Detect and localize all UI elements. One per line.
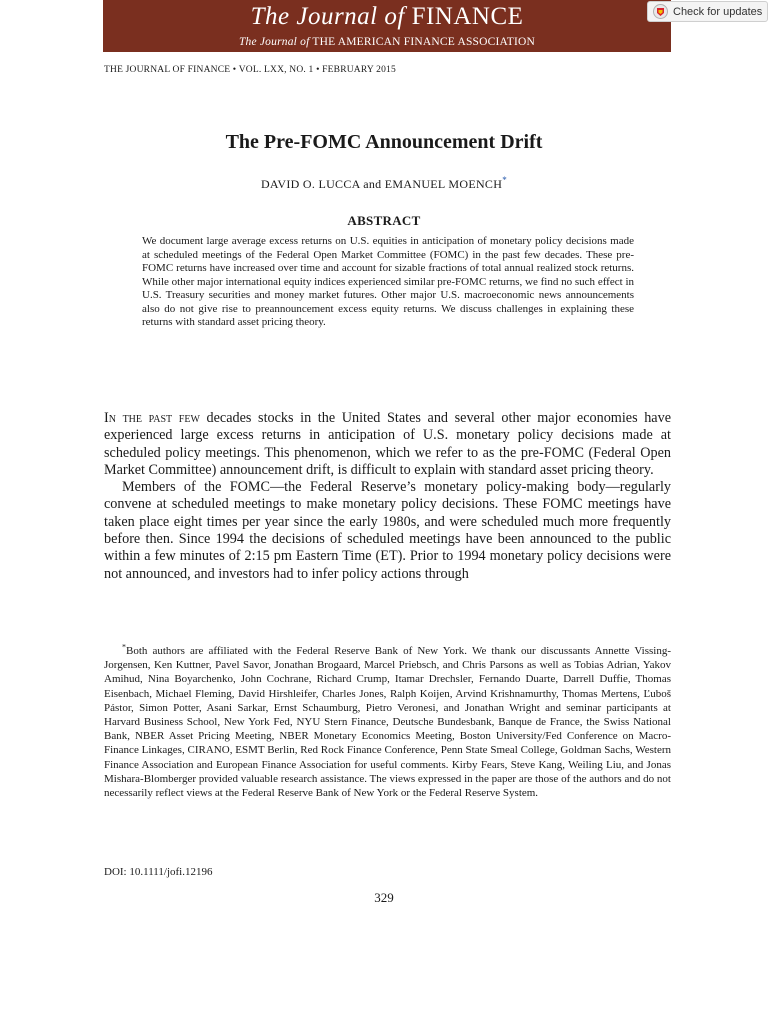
journal-title-main: FINANCE bbox=[411, 3, 524, 30]
body-paragraph-2: Members of the FOMC—the Federal Reserve’s monetary policy-making body—regularly convene at scheduled meetings to make monetary policy decisions. These FOMC meetings have taken place eight times per year since the early 1980s, and were scheduled much more frequently before then. Since 1994 the decisions of scheduled meetings have been announced to the public within a few minutes of 2:15 pm Eastern Time (ET). Prior to 1994 monetary policy decisions were not announced, and investors had to infer policy actions through bbox=[104, 479, 671, 582]
check-for-updates-label: Check for updates bbox=[673, 5, 763, 18]
doi: DOI: 10.1111/jofi.12196 bbox=[104, 866, 213, 878]
journal-title-prefix: The Journal of bbox=[250, 3, 405, 30]
author-footnote bbox=[104, 644, 671, 800]
article-body bbox=[104, 410, 671, 583]
footnote-symbol: * bbox=[122, 642, 126, 652]
crossmark-icon bbox=[653, 4, 668, 19]
abstract-heading: ABSTRACT bbox=[347, 213, 421, 228]
journal-subtitle-prefix: The Journal of bbox=[238, 36, 310, 48]
page-number: 329 bbox=[374, 890, 394, 905]
author-names: DAVID O. LUCCA and EMANUEL MOENCH bbox=[260, 177, 503, 191]
abstract-text: We document large average excess returns on U.S. equities in anticipation of monetary policy decisions made at scheduled meetings of the Federal Open Market Committee (FOMC) in the past few decades. These pre-FOMC returns have increased over time and account for sizable fractions of total annual realized stock returns. While other major international equity indices experienced similar pre-FOMC returns, we find no such effect in U.S. Treasury securities and money market futures. Other major U.S. macroeconomic news announcements also do not give rise to preannouncement excess equity returns. We discuss challenges in explaining these returns with standard asset pricing theory. bbox=[142, 235, 634, 328]
footnote-text: Both authors are affiliated with the Federal Reserve Bank of New York. We thank our discussants Annette Vissing-Jorgensen, Ken Kuttner, Pavel Savor, Jonathan Brogaard, Marcel Priebsch, and Chris Parsons as well as Tobias Adrian, Yakov Amihud, Nina Boyarchenko, John Cochrane, Richard Crump, Itamar Drechsler, Fernando Duarte, Darrell Duffie, Thomas Eisenbach, Michael Fleming, David Hirshleifer, Charles Jones, Ralph Koijen, Arvind Krishnamurthy, Thomas Mertens, Ľuboš Pástor, Simon Potter, Asani Sarkar, Ernst Schaumburg, Pietro Veronesi, and Jonathan Wright and seminar participants at Harvard Business School, New York Fed, NYU Stern Finance, Deutsche Bundesbank, Banque de France, the Swiss National Bank, NBER Asset Pricing Meeting, NBER Monetary Economics Meeting, Boston University/Fed Conference on Macro-Finance Linkages, CIRANO, ESMT Berlin, Red Rock Finance Conference, Penn State Smeal College, Goldman Sachs, Western Finance Association and European Finance Association for useful comments. Kirby Fears, Steve Kang, Weiling Liu, and Jonas Mishara-Blomberger provided valuable research assistance. The views expressed in the paper are those of the authors and do not necessarily reflect views at the Federal Reserve Bank of New York or the Federal Reserve System. bbox=[104, 645, 671, 800]
article-authors bbox=[0, 177, 768, 192]
lead-in-smallcaps: In the past few bbox=[104, 410, 200, 426]
body-paragraph-1-text: decades stocks in the United States and several other major economies have experienced large excess returns in anticipation of U.S. monetary policy decisions made at scheduled policy meetings. This phenomenon, which we refer to as the pre-FOMC (Federal Open Market Committee) announcement drift, is difficult to explain with standard asset pricing theory. bbox=[104, 410, 671, 478]
footnote-paragraph bbox=[104, 644, 671, 800]
body-paragraph-1 bbox=[104, 410, 671, 479]
journal-subtitle bbox=[103, 35, 671, 49]
check-for-updates-button[interactable] bbox=[647, 1, 768, 22]
author-footnote-link[interactable]: * bbox=[502, 175, 508, 185]
article-title: The Pre-FOMC Announcement Drift bbox=[225, 131, 543, 153]
journal-citation: THE JOURNAL OF FINANCE • VOL. LXX, NO. 1 • FEBRUARY 2015 bbox=[104, 65, 396, 75]
journal-title bbox=[103, 3, 671, 31]
journal-subtitle-main: THE AMERICAN FINANCE ASSOCIATION bbox=[312, 36, 536, 48]
journal-banner bbox=[103, 0, 671, 52]
